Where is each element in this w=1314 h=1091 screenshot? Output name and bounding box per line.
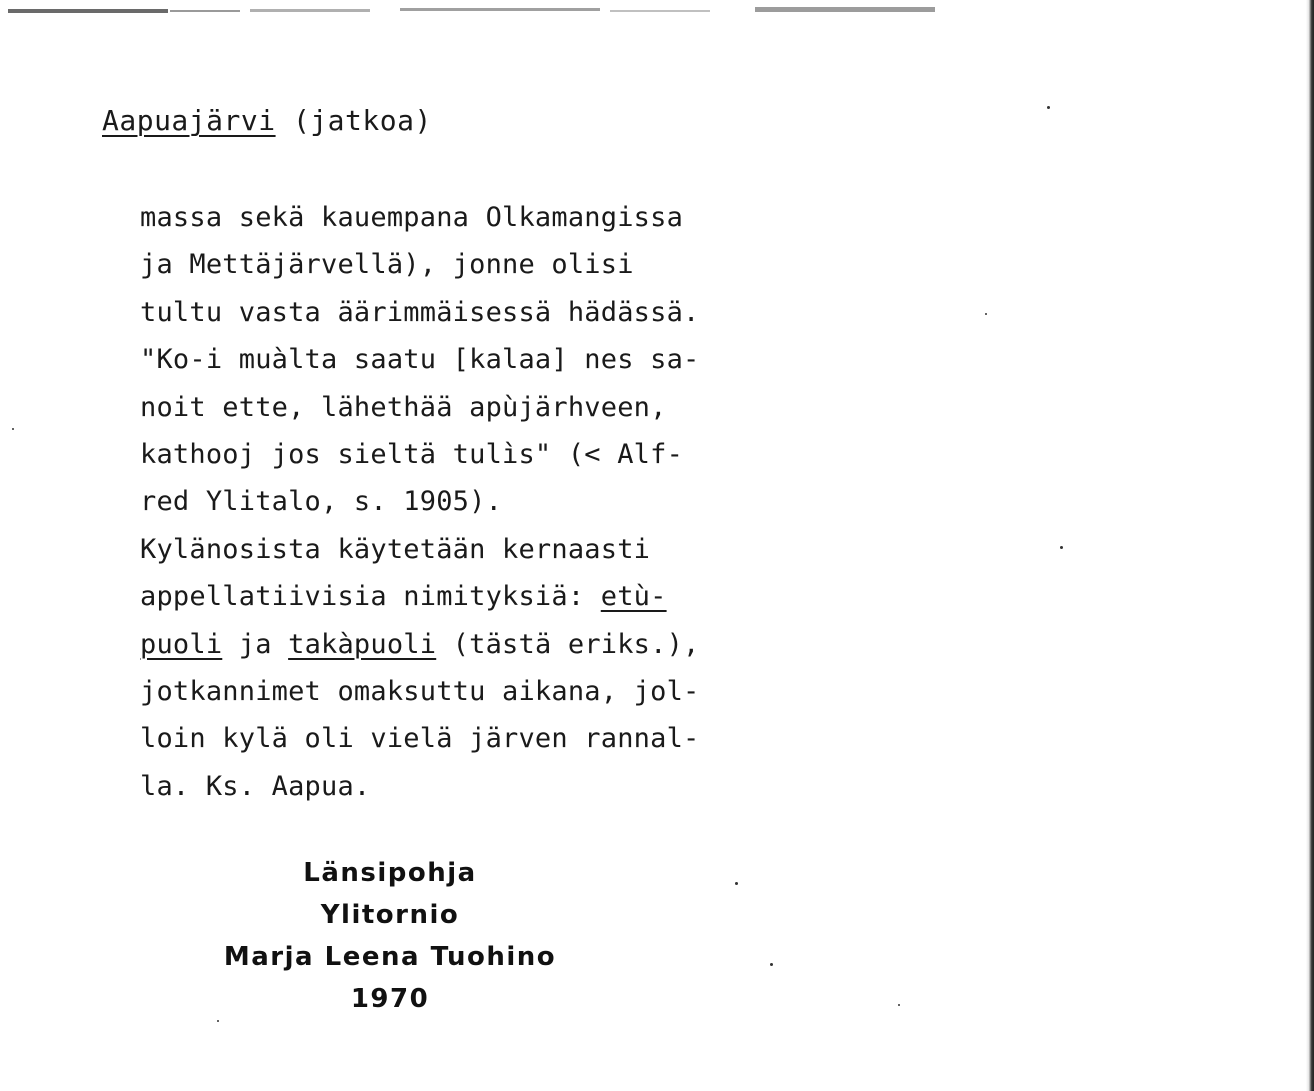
- text-line-10-end: (tästä eriks.),: [436, 628, 700, 660]
- scan-speck: [1047, 106, 1050, 109]
- text-line-9: [140, 573, 800, 620]
- scan-artifact-top-edge: [0, 4, 935, 18]
- text-line-1: massa sekä kauempana Olkamangissa: [140, 202, 684, 233]
- underlined-term-takapuoli: takàpuoli: [288, 628, 437, 660]
- text-line-11: jotkannimet omaksuttu aikana, jol-: [140, 675, 700, 707]
- text-line-6: kathooj jos sieltä tulìs" (< Alf-: [140, 438, 684, 470]
- text-line-9-start: appellatiivisia nimityksiä:: [140, 581, 601, 613]
- text-line-2: ja Mettäjärvellä), jonne olisi: [140, 249, 634, 281]
- place-name-title: Aapuajärvi: [102, 104, 276, 137]
- underlined-term-etupuoli-end: puoli: [140, 628, 223, 660]
- scan-speck: [217, 1020, 219, 1022]
- stamp-region: Länsipohja: [303, 858, 477, 888]
- underlined-term-etupuoli-start: etù-: [600, 581, 667, 613]
- text-line-13: la. Ks. Aapua.: [140, 770, 371, 802]
- card-heading: [102, 104, 432, 137]
- stamp-parish: Ylitornio: [320, 900, 460, 930]
- text-line-10-conjunction: ja: [222, 628, 289, 660]
- text-line-3: tultu vasta äärimmäisessä hädässä.: [140, 296, 700, 328]
- scan-speck: [12, 428, 14, 430]
- continuation-note: (jatkoa): [292, 104, 432, 137]
- scan-right-edge: [1306, 0, 1314, 1091]
- scan-speck: [1060, 546, 1063, 549]
- text-line-12: loin kylä oli vielä järven rannal-: [140, 723, 700, 755]
- text-line-4: "Ko-i muàlta saatu [kalaa] nes sa-: [140, 344, 700, 376]
- body-text: [140, 194, 800, 810]
- scan-speck: [985, 313, 987, 315]
- text-line-8: Kylänosista käytetään kernaasti: [140, 533, 651, 565]
- text-line-7: red Ylitalo, s. 1905).: [140, 486, 503, 518]
- scan-speck: [898, 1004, 900, 1006]
- scan-speck: [735, 882, 738, 885]
- text-line-5: noit ette, lähethää apùjärhveen,: [140, 391, 667, 423]
- stamp-year: 1970: [350, 984, 430, 1014]
- text-line-10: [140, 621, 800, 668]
- collector-stamp: [180, 852, 600, 1020]
- stamp-collector: Marja Leena Tuohino: [223, 942, 557, 972]
- scan-speck: [770, 963, 773, 966]
